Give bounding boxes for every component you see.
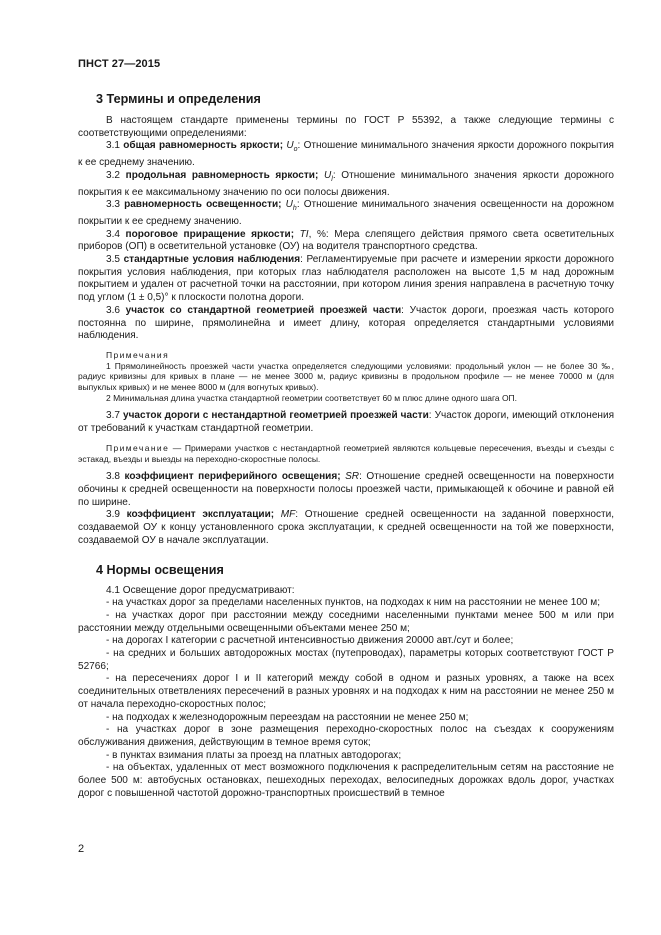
- term-3-6: 3.6 участок со стандартной геометрией проезжей части: Участок дороги, проезжая часть которого постоянна по ширине, прямолинейна и имеет длину, которая определяется стандартными условиями наблюдения.: [78, 304, 614, 342]
- term-3-2: 3.2 продольная равномерность яркости; $U_l$: Отношение минимального значения яркости дорожного покрытия к ее максимальному значению по оси полосы движения.: [78, 169, 615, 198]
- list-item: - на объектах, удаленных от мест возможного подключения к распределительным сетям на расстояние не более 500 м: автобусных остановках, пешеходных переходах, велосипедных дорожках вдоль дорог, участках дорог с повышенной частотой дорожно-транспортных происшествий в темное: [78, 762, 614, 799]
- section-3-intro: В настоящем стандарте применены термины по ГОСТ Р 55392, а также следующие термины с соответствующими определениями:: [78, 115, 614, 139]
- list-item: - на средних и больших автодорожных мостах (путепроводах), параметры которых соответствуют ГОСТ Р 52766;: [78, 648, 614, 672]
- term-3-4: 3.4 пороговое приращение яркости; TI, %: Мера слепящего действия прямого света осветительных приборов (ОП) в осветительной установке (ОУ) на водителя транспортного средства.: [78, 228, 614, 253]
- note-1: 1 Прямолинейность проезжей части участка определяется следующими условиями: продольный уклон — не более 30 ‰, радиус кривизны для кривых в плане — не менее 3000 м, радиус кривизны в продольном профиле — не менее 70000 м (для выпуклых кривых) и не менее 8000 м (для вогнутых кривых).: [78, 360, 614, 393]
- note-2: 2 Минимальная длина участка стандартной геометрии соответствует 60 м плюс длине одного шага ОП.: [106, 392, 518, 403]
- term-3-9: 3.9 коэффициент эксплуатации; MF: Отношение средней освещенности на заданной поверхности, создаваемой ОУ к концу установленного срока эксплуатации, к средней освещенности на той же поверхности, создаваемой ОУ в начале эксплуатации.: [78, 509, 615, 546]
- term-3-1: 3.1 общая равномерность яркости; $U_o$: Отношение минимального значения яркости дорожного покрытия к ее среднему значению.: [78, 140, 614, 169]
- section-4-title: 4 Нормы освещения: [96, 562, 224, 577]
- term-3-7: 3.7 участок дороги с нестандартной геометрией проезжей части: Участок дороги, имеющий отклонения от требований к участкам стандартной геометрии.: [78, 410, 615, 435]
- list-item: - на подходах к железнодорожным переездам на расстоянии не менее 250 м;: [106, 711, 469, 723]
- note-3: Примечание — Примерами участков с нестандартной геометрией являются кольцевые пересечения, въезды и съезды с эстакад, въезды и выезды на переходно-скоростные полосы.: [78, 442, 614, 464]
- list-item: - в пунктах взимания платы за проезд на платных автодорогах;: [106, 749, 402, 761]
- term-3-8: 3.8 коэффициент периферийного освещения; SR: Отношение средней освещенности на поверхности обочины к средней освещенности на поверхности полосы проезжей части, примыкающей к обочине и равной ей по ширине.: [78, 471, 615, 508]
- notes-block: [78, 350, 614, 404]
- notes-title: Примечания: [106, 349, 170, 360]
- list-item: - на участках дорог в зоне размещения переходно-скоростных полос на съездах к сооружениям обслуживания движения, действующим в темное время суток;: [78, 724, 614, 748]
- page-content: [78, 91, 614, 800]
- term-3-5: 3.5 стандартные условия наблюдения: Регламентируемые при расчете и измерении яркости дорожного покрытия условия наблюдения, при которых глаз наблюдателя расположен на высоте 1,5 м над дорожным покрытием и удален от расчетной точки на расстоянии, при котором линия зрения направлена в расчетную точку под углом (1 ± 0,5)° к плоскости полотна дороги.: [78, 254, 614, 304]
- page-header: ПНСТ 27—2015: [78, 58, 161, 70]
- term-3-3: 3.3 равномерность освещенности; $U_h$: Отношение минимального значения освещенности на дорожном покрытии к ее среднему значению.: [78, 199, 615, 227]
- note-block-2: [78, 443, 614, 464]
- list-item: - на пересечениях дорог I и II категорий между собой в одном и разных уровнях, а также на всех соединительных ответвлениях пересечений в разных уровнях и на подходах к ним на расстоянии не менее 250 м от начала переходно-скоростных полос;: [78, 673, 614, 710]
- list-item: - на участках дорог за пределами населенных пунктов, на подходах к ним на расстоянии не менее 100 м;: [106, 597, 601, 609]
- section-4-intro: 4.1 Освещение дорог предусматривают:: [106, 584, 295, 596]
- list-item: - на дорогах I категории с расчетной интенсивностью движения 20000 авт./сут и более;: [106, 635, 514, 647]
- section-3-title: 3 Термины и определения: [96, 92, 261, 106]
- page-number: 2: [78, 843, 85, 855]
- list-item: - на участках дорог при расстоянии между соседними населенными пунктами менее 500 м или при расстоянии между отдельными освещенными объектами менее 250 м;: [78, 609, 614, 634]
